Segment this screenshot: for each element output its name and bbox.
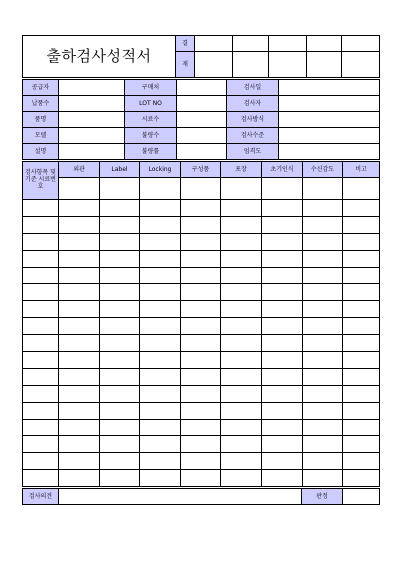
info-label: 검사자 xyxy=(227,96,279,112)
info-label: 엄격도 xyxy=(227,144,279,160)
result-cell[interactable] xyxy=(343,200,380,217)
result-cell[interactable] xyxy=(59,216,100,233)
info-value-cell[interactable] xyxy=(177,144,227,160)
result-cell[interactable] xyxy=(140,368,181,385)
result-cell[interactable] xyxy=(100,352,140,369)
approval-header-cell[interactable] xyxy=(342,36,380,52)
result-cell[interactable] xyxy=(262,301,303,318)
sample-number-cell[interactable] xyxy=(23,335,59,352)
result-cell[interactable] xyxy=(343,250,380,267)
result-cell[interactable] xyxy=(262,453,303,470)
result-cell[interactable] xyxy=(181,267,221,284)
result-cell[interactable] xyxy=(221,216,262,233)
result-cell[interactable] xyxy=(221,385,262,402)
approval-header-cell[interactable] xyxy=(233,36,269,52)
result-cell[interactable] xyxy=(221,436,262,453)
result-cell[interactable] xyxy=(181,368,221,385)
result-cell[interactable] xyxy=(140,352,181,369)
result-cell[interactable] xyxy=(181,318,221,335)
result-cell[interactable] xyxy=(59,352,100,369)
result-cell[interactable] xyxy=(100,385,140,402)
info-row xyxy=(23,112,380,128)
result-cell[interactable] xyxy=(303,419,343,436)
table-row xyxy=(23,470,380,487)
sample-number-cell[interactable] xyxy=(23,250,59,267)
criteria-cell[interactable] xyxy=(140,178,181,200)
table-row xyxy=(23,216,380,233)
result-cell[interactable] xyxy=(303,233,343,250)
info-value-cell[interactable] xyxy=(177,128,227,144)
result-cell[interactable] xyxy=(181,453,221,470)
sample-number-cell[interactable] xyxy=(23,284,59,301)
table-row xyxy=(23,368,380,385)
result-cell[interactable] xyxy=(100,368,140,385)
result-cell[interactable] xyxy=(262,200,303,217)
result-cell[interactable] xyxy=(181,335,221,352)
info-row xyxy=(23,80,380,96)
result-cell[interactable] xyxy=(59,436,100,453)
result-cell[interactable] xyxy=(181,216,221,233)
result-cell[interactable] xyxy=(59,470,100,487)
approval-header-cell[interactable] xyxy=(195,36,233,52)
result-cell[interactable] xyxy=(140,233,181,250)
info-label: 검사일 xyxy=(227,80,279,96)
result-cell[interactable] xyxy=(181,352,221,369)
info-value-cell[interactable] xyxy=(59,112,125,128)
corner-label: 검사항목 및 기준 시료번호 xyxy=(23,162,59,200)
result-cell[interactable] xyxy=(181,436,221,453)
result-cell[interactable] xyxy=(221,335,262,352)
result-cell[interactable] xyxy=(303,470,343,487)
column-header: 구성품 xyxy=(181,162,221,178)
result-cell[interactable] xyxy=(100,250,140,267)
result-cell[interactable] xyxy=(303,335,343,352)
result-cell[interactable] xyxy=(140,419,181,436)
result-cell[interactable] xyxy=(343,318,380,335)
table-row xyxy=(23,436,380,453)
info-label: LOT NO xyxy=(125,96,177,112)
result-cell[interactable] xyxy=(140,335,181,352)
result-cell[interactable] xyxy=(100,470,140,487)
document-title: 출하검사성적서 xyxy=(23,36,176,78)
result-cell[interactable] xyxy=(140,385,181,402)
info-value-cell[interactable] xyxy=(59,144,125,160)
info-table xyxy=(22,79,380,160)
result-cell[interactable] xyxy=(262,419,303,436)
result-cell[interactable] xyxy=(343,385,380,402)
sample-number-cell[interactable] xyxy=(23,453,59,470)
result-cell[interactable] xyxy=(262,335,303,352)
info-label: 시료수 xyxy=(125,112,177,128)
result-cell[interactable] xyxy=(303,453,343,470)
result-cell[interactable] xyxy=(262,233,303,250)
column-header: 비고 xyxy=(343,162,380,178)
criteria-cell[interactable] xyxy=(100,178,140,200)
result-cell[interactable] xyxy=(221,352,262,369)
result-cell[interactable] xyxy=(100,402,140,419)
result-cell[interactable] xyxy=(262,368,303,385)
result-cell[interactable] xyxy=(140,318,181,335)
result-cell[interactable] xyxy=(262,385,303,402)
inspection-header-row xyxy=(23,162,380,178)
info-value-cell[interactable] xyxy=(279,80,380,96)
info-value-cell[interactable] xyxy=(279,112,380,128)
table-row xyxy=(23,301,380,318)
result-cell[interactable] xyxy=(303,352,343,369)
result-cell[interactable] xyxy=(59,284,100,301)
table-row xyxy=(23,284,380,301)
result-cell[interactable] xyxy=(262,470,303,487)
result-cell[interactable] xyxy=(59,250,100,267)
result-cell[interactable] xyxy=(303,250,343,267)
result-cell[interactable] xyxy=(343,233,380,250)
info-row xyxy=(23,128,380,144)
sample-number-cell[interactable] xyxy=(23,267,59,284)
criteria-cell[interactable] xyxy=(59,178,100,200)
result-cell[interactable] xyxy=(343,453,380,470)
table-row xyxy=(23,385,380,402)
result-cell[interactable] xyxy=(303,267,343,284)
result-cell[interactable] xyxy=(181,233,221,250)
result-cell[interactable] xyxy=(221,301,262,318)
result-cell[interactable] xyxy=(59,335,100,352)
result-cell[interactable] xyxy=(181,470,221,487)
result-cell[interactable] xyxy=(221,233,262,250)
result-cell[interactable] xyxy=(100,284,140,301)
result-cell[interactable] xyxy=(303,200,343,217)
approval-sign-cell[interactable] xyxy=(233,52,269,78)
column-header: Locking xyxy=(140,162,181,178)
result-cell[interactable] xyxy=(262,284,303,301)
result-cell[interactable] xyxy=(221,453,262,470)
result-cell[interactable] xyxy=(181,402,221,419)
approval-sign-cell[interactable] xyxy=(195,52,233,78)
info-label: 납품수 xyxy=(23,96,59,112)
sample-number-cell[interactable] xyxy=(23,470,59,487)
result-cell[interactable] xyxy=(100,419,140,436)
result-cell[interactable] xyxy=(221,318,262,335)
sample-number-cell[interactable] xyxy=(23,436,59,453)
info-label: 검사수준 xyxy=(227,128,279,144)
result-cell[interactable] xyxy=(343,216,380,233)
result-cell[interactable] xyxy=(303,318,343,335)
result-cell[interactable] xyxy=(343,419,380,436)
result-cell[interactable] xyxy=(343,301,380,318)
info-row xyxy=(23,144,380,160)
info-value-cell[interactable] xyxy=(279,128,380,144)
result-cell[interactable] xyxy=(140,470,181,487)
result-cell[interactable] xyxy=(303,368,343,385)
table-row xyxy=(23,200,380,217)
approval-sign-cell[interactable] xyxy=(342,52,380,78)
result-cell[interactable] xyxy=(262,352,303,369)
info-label: 불량수 xyxy=(125,128,177,144)
result-cell[interactable] xyxy=(343,368,380,385)
result-cell[interactable] xyxy=(262,318,303,335)
result-cell[interactable] xyxy=(59,402,100,419)
result-cell[interactable] xyxy=(181,250,221,267)
result-cell[interactable] xyxy=(100,267,140,284)
info-label: 구매처 xyxy=(125,80,177,96)
result-cell[interactable] xyxy=(100,453,140,470)
result-cell[interactable] xyxy=(221,284,262,301)
sample-number-cell[interactable] xyxy=(23,402,59,419)
result-cell[interactable] xyxy=(140,250,181,267)
result-cell[interactable] xyxy=(140,284,181,301)
result-cell[interactable] xyxy=(59,233,100,250)
info-label: 설명 xyxy=(23,144,59,160)
criteria-cell[interactable] xyxy=(181,178,221,200)
result-cell[interactable] xyxy=(100,216,140,233)
table-row xyxy=(23,318,380,335)
result-cell[interactable] xyxy=(140,453,181,470)
table-row xyxy=(23,352,380,369)
result-cell[interactable] xyxy=(221,368,262,385)
sample-number-cell[interactable] xyxy=(23,200,59,217)
column-header: 외관 xyxy=(59,162,100,178)
result-cell[interactable] xyxy=(343,436,380,453)
result-cell[interactable] xyxy=(100,318,140,335)
result-cell[interactable] xyxy=(100,436,140,453)
result-cell[interactable] xyxy=(221,402,262,419)
result-cell[interactable] xyxy=(181,301,221,318)
footer-table xyxy=(22,488,380,505)
info-label: 공급자 xyxy=(23,80,59,96)
result-cell[interactable] xyxy=(100,301,140,318)
inspection-table xyxy=(22,161,380,487)
approval-header-cell[interactable] xyxy=(269,36,307,52)
info-value-cell[interactable] xyxy=(59,128,125,144)
result-cell[interactable] xyxy=(303,301,343,318)
approval-label-top: 결 xyxy=(176,36,195,52)
result-cell[interactable] xyxy=(59,385,100,402)
result-cell[interactable] xyxy=(221,250,262,267)
result-cell[interactable] xyxy=(181,200,221,217)
result-cell[interactable] xyxy=(343,284,380,301)
approval-header-cell[interactable] xyxy=(307,36,342,52)
result-cell[interactable] xyxy=(59,318,100,335)
result-cell[interactable] xyxy=(303,284,343,301)
info-value-cell[interactable] xyxy=(177,96,227,112)
column-header: 포장 xyxy=(221,162,262,178)
info-value-cell[interactable] xyxy=(177,112,227,128)
result-cell[interactable] xyxy=(221,419,262,436)
result-cell[interactable] xyxy=(140,267,181,284)
result-cell[interactable] xyxy=(221,470,262,487)
result-cell[interactable] xyxy=(343,335,380,352)
result-cell[interactable] xyxy=(343,402,380,419)
info-label: 검사방식 xyxy=(227,112,279,128)
column-header: 수신감도 xyxy=(303,162,343,178)
column-header: Label xyxy=(100,162,140,178)
result-cell[interactable] xyxy=(343,470,380,487)
approval-sign-cell[interactable] xyxy=(269,52,307,78)
info-label: 품명 xyxy=(23,112,59,128)
result-cell[interactable] xyxy=(262,250,303,267)
result-cell[interactable] xyxy=(262,402,303,419)
criteria-cell[interactable] xyxy=(221,178,262,200)
result-cell[interactable] xyxy=(221,267,262,284)
info-value-cell[interactable] xyxy=(279,144,380,160)
sample-number-cell[interactable] xyxy=(23,352,59,369)
result-cell[interactable] xyxy=(262,216,303,233)
result-cell[interactable] xyxy=(303,402,343,419)
criteria-cell[interactable] xyxy=(262,178,303,200)
info-value-cell[interactable] xyxy=(279,96,380,112)
result-cell[interactable] xyxy=(59,419,100,436)
result-cell[interactable] xyxy=(303,436,343,453)
sample-number-cell[interactable] xyxy=(23,216,59,233)
result-cell[interactable] xyxy=(303,385,343,402)
opinion-label: 검사의견 xyxy=(23,489,59,505)
opinion-input-cell[interactable] xyxy=(59,489,302,505)
result-cell[interactable] xyxy=(140,436,181,453)
result-cell[interactable] xyxy=(343,267,380,284)
sample-number-cell[interactable] xyxy=(23,301,59,318)
result-cell[interactable] xyxy=(140,402,181,419)
result-cell[interactable] xyxy=(59,453,100,470)
info-row xyxy=(23,96,380,112)
sample-number-cell[interactable] xyxy=(23,385,59,402)
result-cell[interactable] xyxy=(100,233,140,250)
result-cell[interactable] xyxy=(100,200,140,217)
info-value-cell[interactable] xyxy=(59,80,125,96)
result-cell[interactable] xyxy=(140,216,181,233)
table-row xyxy=(23,419,380,436)
column-header: 초기인식 xyxy=(262,162,303,178)
info-value-cell[interactable] xyxy=(177,80,227,96)
table-row xyxy=(23,335,380,352)
info-value-cell[interactable] xyxy=(59,96,125,112)
table-row xyxy=(23,402,380,419)
criteria-cell[interactable] xyxy=(343,178,380,200)
title-approval-table xyxy=(22,35,380,78)
result-cell[interactable] xyxy=(221,200,262,217)
approval-label-bottom: 재 xyxy=(176,52,195,78)
result-cell[interactable] xyxy=(262,267,303,284)
result-cell[interactable] xyxy=(140,301,181,318)
result-cell[interactable] xyxy=(59,200,100,217)
result-cell[interactable] xyxy=(181,385,221,402)
sample-number-cell[interactable] xyxy=(23,419,59,436)
table-row xyxy=(23,267,380,284)
result-cell[interactable] xyxy=(59,368,100,385)
result-cell[interactable] xyxy=(181,419,221,436)
table-row xyxy=(23,233,380,250)
result-cell[interactable] xyxy=(343,352,380,369)
decision-input-cell[interactable] xyxy=(343,489,380,505)
result-cell[interactable] xyxy=(262,436,303,453)
criteria-cell[interactable] xyxy=(303,178,343,200)
result-cell[interactable] xyxy=(59,301,100,318)
sample-number-cell[interactable] xyxy=(23,368,59,385)
decision-label: 판정 xyxy=(302,489,343,505)
result-cell[interactable] xyxy=(100,335,140,352)
sample-number-cell[interactable] xyxy=(23,318,59,335)
info-label: 모델 xyxy=(23,128,59,144)
info-label: 불량률 xyxy=(125,144,177,160)
table-row xyxy=(23,250,380,267)
approval-sign-cell[interactable] xyxy=(307,52,342,78)
inspection-report-sheet xyxy=(22,35,379,505)
table-row xyxy=(23,453,380,470)
result-cell[interactable] xyxy=(303,216,343,233)
inspection-subheader-row xyxy=(23,178,380,200)
result-cell[interactable] xyxy=(181,284,221,301)
sample-number-cell[interactable] xyxy=(23,233,59,250)
result-cell[interactable] xyxy=(59,267,100,284)
result-cell[interactable] xyxy=(140,200,181,217)
